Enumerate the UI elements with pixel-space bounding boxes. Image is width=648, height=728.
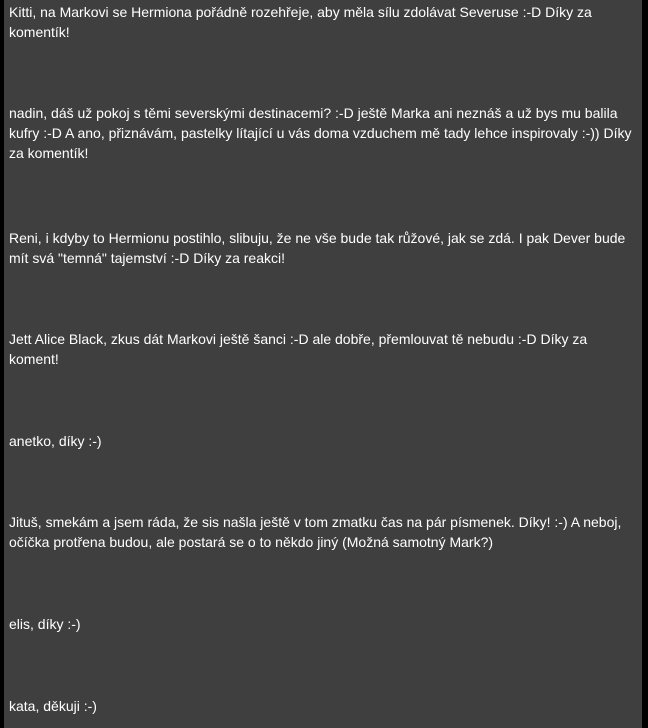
comment-replies-panel (4, 0, 642, 728)
reply-anetko: anetko, díky :-) (9, 433, 102, 449)
reply-kata: kata, děkuji :-) (9, 698, 97, 714)
reply-elis: elis, díky :-) (9, 616, 81, 632)
reply-reni: Reni, i kdyby to Hermionu postihlo, slibuju, že ne vše bude tak růžové, jak se zdá. I pak Dever bude mít svá "temná" tajemství :-D Díky za reakci! (9, 230, 626, 266)
reply-kitti: Kitti, na Markovi se Hermiona pořádně rozehřeje, aby měla sílu zdolávat Severuse :-D Díky za komentík! (9, 4, 592, 40)
reply-jitus: Jituš, smekám a jsem ráda, že sis našla ještě v tom zmatku čas na pár písmenek. Díky! :-) A neboj, očíčka protřena budou, ale postará se o to někdo jiný (Možná samotný Mark?) (9, 514, 622, 550)
reply-nadin: nadin, dáš už pokoj s těmi severskými destinacemi? :-D ještě Marka ani neznáš a už bys mu balila kufry :-D A ano, přiznávám, pastelky lítající u vás doma vzduchem mě tady lehce inspirovaly :-)) Díky za komentík! (9, 105, 632, 161)
reply-jett-alice-black: Jett Alice Black, zkus dát Markovi ještě šanci :-D ale dobře, přemlouvat tě nebudu :-D Díky za koment! (9, 331, 588, 367)
